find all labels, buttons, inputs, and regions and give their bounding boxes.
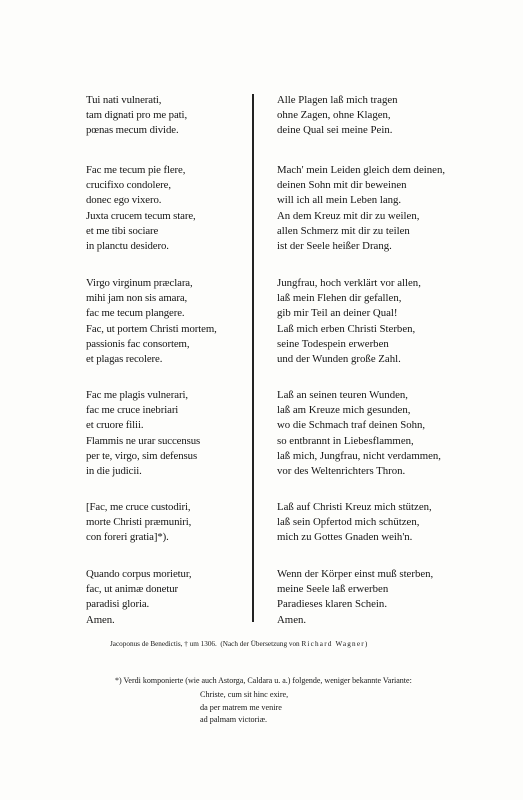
latin-stanza-2 — [86, 163, 196, 254]
column-divider — [252, 94, 254, 622]
verse-line: Alle Plagen laß mich tragen — [277, 94, 398, 106]
verse-line: vor des Weltenrichters Thron. — [277, 464, 406, 477]
verse-line: pœnas mecum divide. — [86, 124, 179, 137]
verse-line: deinen Sohn mit dir beweinen — [277, 179, 407, 192]
verse-line: allen Schmerz mit dir zu teilen — [277, 224, 410, 237]
verse-line: laß am Kreuze mich gesunden, — [277, 404, 411, 417]
verse-line: fac me cruce inebriari — [86, 404, 179, 417]
credit-translation-suffix: ) — [364, 640, 368, 648]
verse-line: gib mir Teil an deiner Qual! — [277, 307, 398, 320]
german-stanza-5 — [277, 500, 432, 546]
german-stanza-4 — [277, 388, 441, 479]
verse-line: Laß mich erben Christi Sterben, — [277, 322, 416, 335]
verse-line: Paradieses klaren Schein. — [277, 598, 388, 611]
verse-line: mich zu Gottes Gnaden weih'n. — [277, 531, 413, 544]
credit-author: Jacoponus de Benedictis, † um 1306. — [110, 640, 217, 648]
verse-line: Quando corpus morietur, — [86, 568, 192, 580]
latin-stanza-5 — [86, 500, 191, 546]
footnote-variant — [200, 689, 288, 727]
verse-line: con foreri gratia]*). — [86, 531, 169, 544]
verse-line: so entbrannt in Liebesflammen, — [277, 434, 414, 447]
verse-line: Virgo virginum præclara, — [86, 277, 193, 289]
verse-line: et cruore filii. — [86, 419, 144, 432]
verse-line: Fac me plagis vulnerari, — [86, 389, 188, 401]
verse-line: Juxta crucem tecum stare, — [86, 209, 196, 222]
verse-line: deine Qual sei meine Pein. — [277, 124, 393, 137]
german-stanza-2 — [277, 163, 445, 254]
verse-line: et me tibi sociare — [86, 224, 159, 237]
german-stanza-3 — [277, 276, 421, 367]
verse-line: fac me tecum plangere. — [86, 307, 185, 320]
verse-line: passionis fac consortem, — [86, 337, 190, 350]
german-stanza-1 — [277, 93, 398, 139]
verse-line: An dem Kreuz mit dir zu weilen, — [277, 209, 420, 222]
variant-line: da per matrem me venire — [200, 702, 282, 712]
verse-line: seine Todespein erwerben — [277, 337, 389, 350]
verse-line: per te, virgo, sim defensus — [86, 449, 198, 462]
verse-line: Tui nati vulnerati, — [86, 94, 162, 106]
footnote — [115, 676, 412, 685]
verse-line: Wenn der Körper einst muß sterben, — [277, 568, 434, 580]
verse-line: Laß auf Christi Kreuz mich stützen, — [277, 501, 432, 513]
verse-line: ist der Seele heißer Drang. — [277, 239, 392, 252]
verse-line: fac, ut animæ donetur — [86, 583, 179, 596]
verse-line: donec ego vixero. — [86, 194, 162, 207]
verse-line: Fac me tecum pie flere, — [86, 164, 186, 176]
verse-line: in planctu desidero. — [86, 239, 169, 252]
source-credit — [110, 640, 367, 648]
verse-line: crucifixo condolere, — [86, 179, 171, 192]
latin-stanza-6 — [86, 567, 192, 628]
verse-line: [Fac, me cruce custodiri, — [86, 501, 191, 513]
latin-stanza-4 — [86, 388, 200, 479]
verse-line: ohne Zagen, ohne Klagen, — [277, 109, 391, 122]
verse-line: paradisi gloria. — [86, 598, 150, 611]
verse-line: Laß an seinen teuren Wunden, — [277, 389, 408, 401]
verse-line: laß mich, Jungfrau, nicht verdammen, — [277, 449, 442, 462]
variant-line: ad palmam victoriæ. — [200, 715, 268, 725]
verse-line: Amen. — [277, 613, 307, 626]
credit-translator: Richard Wagner — [301, 640, 365, 648]
verse-line: Jungfrau, hoch verklärt vor allen, — [277, 277, 421, 289]
verse-line: Mach' mein Leiden gleich dem deinen, — [277, 164, 446, 176]
verse-line: Flammis ne urar succensus — [86, 434, 201, 447]
verse-line: tam dignati pro me pati, — [86, 109, 188, 122]
verse-line: laß mein Flehen dir gefallen, — [277, 292, 402, 305]
variant-line: Christe, cum sit hinc exire, — [200, 690, 289, 699]
latin-stanza-3 — [86, 276, 217, 367]
verse-line: will ich all mein Leben lang. — [277, 194, 402, 207]
verse-line: wo die Schmach traf deinen Sohn, — [277, 419, 426, 432]
footnote-text: *) Verdi komponierte (wie auch Astorga, Caldara u. a.) folgende, weniger bekannte Variante: — [115, 676, 412, 685]
verse-line: laß sein Opfertod mich schützen, — [277, 516, 420, 529]
credit-translation-prefix: (Nach der Übersetzung von — [220, 640, 300, 648]
latin-stanza-1 — [86, 93, 187, 139]
verse-line: und der Wunden große Zahl. — [277, 352, 401, 365]
german-stanza-6 — [277, 567, 433, 628]
verse-line: morte Christi præmuniri, — [86, 516, 192, 529]
verse-line: in die judicii. — [86, 464, 142, 477]
verse-line: Amen. — [86, 613, 115, 626]
verse-line: meine Seele laß erwerben — [277, 583, 389, 596]
verse-line: et plagas recolere. — [86, 352, 163, 365]
verse-line: mihi jam non sis amara, — [86, 292, 188, 305]
verse-line: Fac, ut portem Christi mortem, — [86, 322, 217, 335]
